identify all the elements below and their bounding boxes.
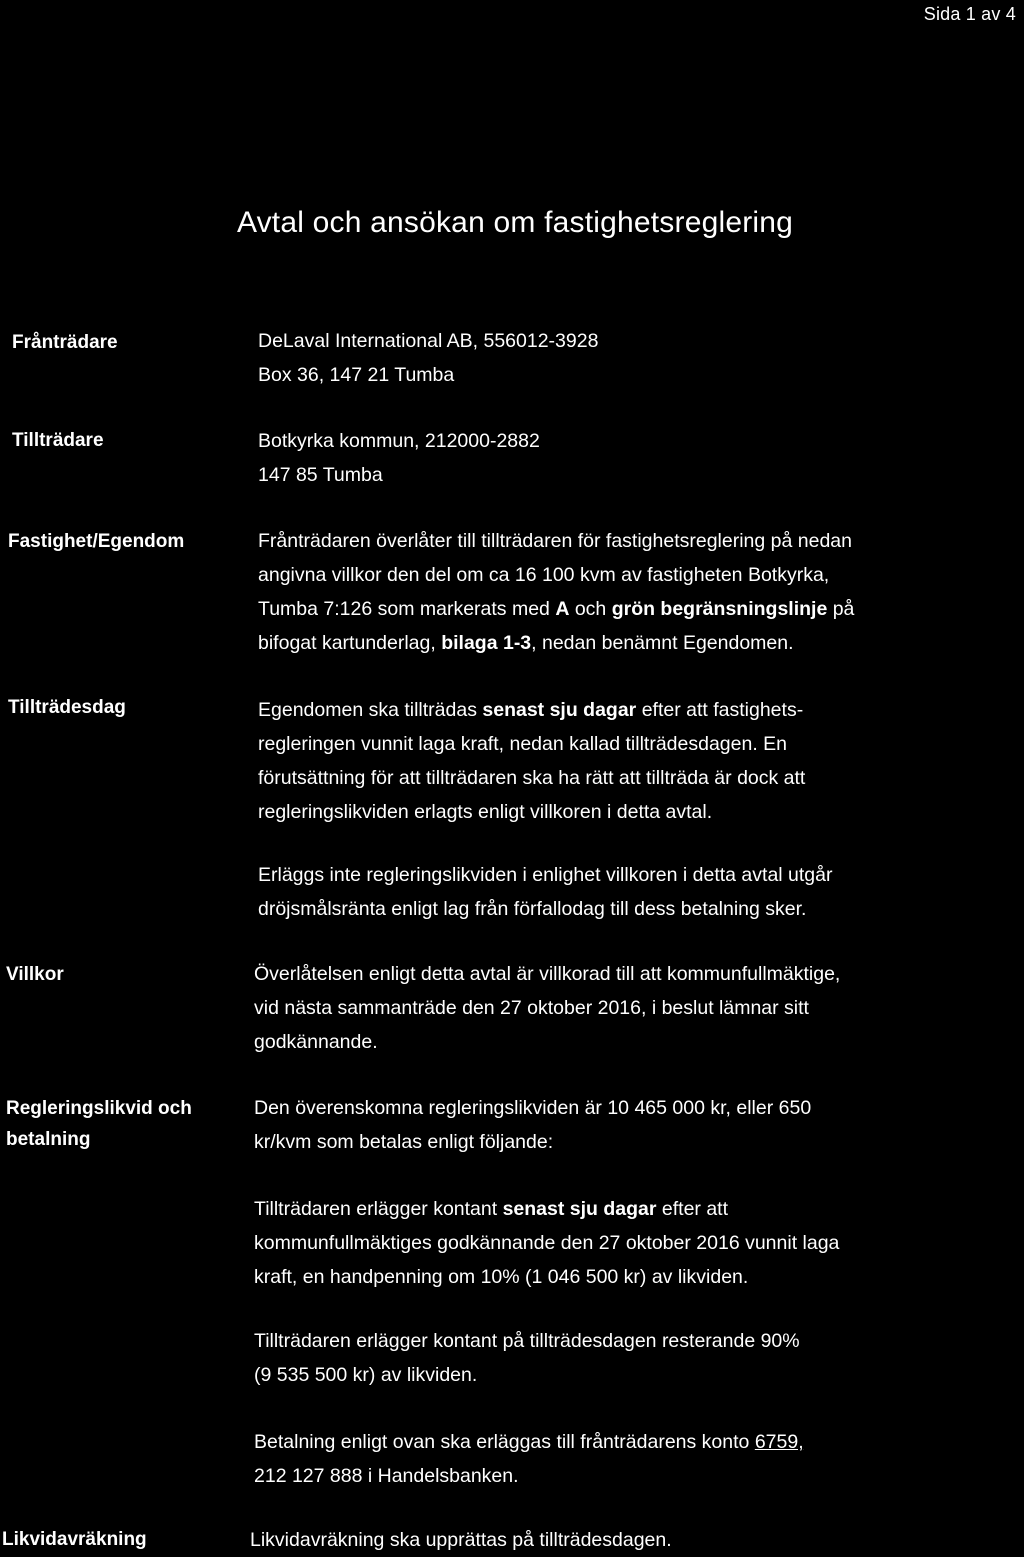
- bold-text-run: A: [555, 598, 570, 620]
- text-run: och: [569, 598, 612, 620]
- section-body-tilltradesdag-p1: [258, 693, 805, 829]
- body-line: Box 36, 147 21 Tumba: [258, 364, 455, 386]
- section-body-villkor: [254, 957, 840, 1059]
- body-line: Frånträdaren överlåter till tillträdaren för fastighetsreglering på nedan: [258, 530, 852, 552]
- section-label-tilltradare: Tillträdare: [12, 430, 104, 451]
- bold-text-run: grön begränsningslinje: [611, 598, 828, 620]
- body-line: [258, 693, 805, 727]
- text-run: Egendomen ska tillträdas: [258, 699, 483, 721]
- body-line: Botkyrka kommun, 212000-2882: [258, 430, 540, 452]
- label-line: betalning: [6, 1129, 91, 1150]
- section-body-regleringslikvid-p1: [254, 1091, 811, 1159]
- page-number: Sida 1 av 4: [923, 4, 1016, 24]
- bold-text-run: bilaga 1-3: [441, 632, 532, 654]
- body-line: 147 85 Tumba: [258, 464, 383, 486]
- body-line: [258, 626, 854, 660]
- body-line: vid nästa sammanträde den 27 oktober 2016, i beslut lämnar sitt: [254, 997, 809, 1019]
- section-body-tilltradesdag-p2: [258, 858, 832, 926]
- section-label-fastighet: Fastighet/Egendom: [8, 531, 185, 552]
- section-body-fastighet: [258, 524, 854, 660]
- bold-text-run: senast sju dagar: [502, 1198, 657, 1220]
- body-line: Överlåtelsen enligt detta avtal är villkorad till att kommunfullmäktige,: [254, 963, 841, 985]
- text-run: bifogat kartunderlag,: [258, 632, 442, 654]
- body-line: (9 535 500 kr) av likviden.: [254, 1364, 478, 1386]
- body-line: kr/kvm som betalas enligt följande:: [254, 1131, 554, 1153]
- body-line: regleringen vunnit laga kraft, nedan kallad tillträdesdagen. En: [258, 733, 788, 755]
- text-run: Tillträdaren erlägger kontant: [254, 1198, 503, 1220]
- bold-text-run: senast sju dagar: [482, 699, 637, 721]
- text-run: efter att: [656, 1198, 729, 1220]
- account-number: 6759,: [754, 1431, 804, 1453]
- section-label-villkor: Villkor: [6, 964, 64, 985]
- section-label-regleringslikvid: [6, 1093, 192, 1155]
- body-line: Erläggs inte regleringslikviden i enlighet villkoren i detta avtal utgår: [258, 864, 833, 886]
- section-body-frantradare: [258, 324, 598, 392]
- section-body-regleringslikvid-p2: [254, 1192, 839, 1294]
- body-line: [254, 1192, 839, 1226]
- body-line: Den överenskomna regleringslikviden är 10 465 000 kr, eller 650: [254, 1097, 812, 1119]
- body-line: förutsättning för att tillträdaren ska ha rätt att tillträda är dock att: [258, 767, 806, 789]
- body-line: angivna villkor den del om ca 16 100 kvm av fastigheten Botkyrka,: [258, 564, 830, 586]
- text-run: på: [827, 598, 855, 620]
- section-body-likvidavrakning: [250, 1523, 672, 1557]
- body-line: dröjsmålsränta enligt lag från förfallodag till dess betalning sker.: [258, 898, 807, 920]
- body-line: Likvidavräkning ska upprättas på tillträdesdagen.: [250, 1529, 672, 1551]
- section-label-frantradare: Frånträdare: [12, 332, 118, 353]
- body-line: 212 127 888 i Handelsbanken.: [254, 1465, 519, 1487]
- body-line: kraft, en handpenning om 10% (1 046 500 kr) av likviden.: [254, 1266, 749, 1288]
- document-title: Avtal och ansökan om fastighetsreglering: [236, 206, 794, 239]
- body-line: [254, 1425, 804, 1459]
- text-run: , nedan benämnt Egendomen.: [531, 632, 794, 654]
- body-line: regleringslikviden erlagts enligt villkoren i detta avtal.: [258, 801, 713, 823]
- text-run: Tumba 7:126 som markerats med: [258, 598, 556, 620]
- body-line: kommunfullmäktiges godkännande den 27 oktober 2016 vunnit laga: [254, 1232, 840, 1254]
- body-line: DeLaval International AB, 556012-3928: [258, 330, 599, 352]
- section-body-tilltradare: [258, 424, 540, 492]
- section-body-regleringslikvid-p3: [254, 1324, 800, 1392]
- body-line: [258, 592, 854, 626]
- text-run: Betalning enligt ovan ska erläggas till frånträdarens konto: [254, 1431, 755, 1453]
- body-line: godkännande.: [254, 1031, 378, 1053]
- section-label-tilltradesdag: Tillträdesdag: [8, 697, 126, 718]
- body-line: Tillträdaren erlägger kontant på tillträdesdagen resterande 90%: [254, 1330, 800, 1352]
- label-line: Regleringslikvid och: [6, 1098, 192, 1119]
- section-body-regleringslikvid-p4: [254, 1425, 804, 1493]
- text-run: efter att fastighets-: [636, 699, 804, 721]
- section-label-likvidavrakning: Likvidavräkning: [2, 1529, 147, 1550]
